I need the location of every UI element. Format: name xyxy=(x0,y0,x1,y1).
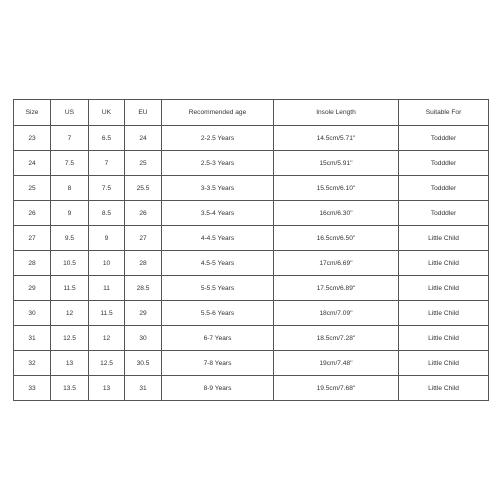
cell-eu: 24 xyxy=(125,126,162,151)
cell-us: 10.5 xyxy=(51,251,89,276)
header-recommended-age: Recommended age xyxy=(162,100,274,126)
cell-uk: 6.5 xyxy=(89,126,125,151)
cell-us: 7 xyxy=(51,126,89,151)
table-body xyxy=(14,126,489,401)
cell-uk: 7 xyxy=(89,151,125,176)
cell-size: 30 xyxy=(14,301,51,326)
cell-uk: 11.5 xyxy=(89,301,125,326)
cell-uk: 8.5 xyxy=(89,201,125,226)
cell-suitable-for: Todddler xyxy=(399,151,489,176)
cell-size: 24 xyxy=(14,151,51,176)
cell-size: 33 xyxy=(14,376,51,401)
cell-size: 29 xyxy=(14,276,51,301)
table-row xyxy=(14,176,489,201)
cell-size: 26 xyxy=(14,201,51,226)
cell-size: 25 xyxy=(14,176,51,201)
table-row xyxy=(14,301,489,326)
cell-recommended-age: 3-3.5 Years xyxy=(162,176,274,201)
table-row xyxy=(14,201,489,226)
table-row xyxy=(14,226,489,251)
cell-suitable-for: Todddler xyxy=(399,176,489,201)
cell-eu: 30.5 xyxy=(125,351,162,376)
cell-uk: 12.5 xyxy=(89,351,125,376)
cell-recommended-age: 2-2.5 Years xyxy=(162,126,274,151)
cell-uk: 12 xyxy=(89,326,125,351)
cell-eu: 26 xyxy=(125,201,162,226)
cell-eu: 25 xyxy=(125,151,162,176)
table-row xyxy=(14,376,489,401)
cell-recommended-age: 4.5-5 Years xyxy=(162,251,274,276)
cell-us: 9.5 xyxy=(51,226,89,251)
cell-us: 13 xyxy=(51,351,89,376)
cell-recommended-age: 7-8 Years xyxy=(162,351,274,376)
cell-insole-length: 16cm/6.30'' xyxy=(274,201,399,226)
header-size: Size xyxy=(14,100,51,126)
cell-eu: 25.5 xyxy=(125,176,162,201)
cell-recommended-age: 5-5.5 Years xyxy=(162,276,274,301)
cell-recommended-age: 3.5-4 Years xyxy=(162,201,274,226)
cell-recommended-age: 4-4.5 Years xyxy=(162,226,274,251)
table-row xyxy=(14,326,489,351)
cell-size: 32 xyxy=(14,351,51,376)
cell-eu: 28 xyxy=(125,251,162,276)
table-row xyxy=(14,251,489,276)
size-chart-table xyxy=(13,99,489,401)
cell-suitable-for: Little Child xyxy=(399,276,489,301)
table-row xyxy=(14,151,489,176)
cell-us: 11.5 xyxy=(51,276,89,301)
header-suitable-for: Suitable For xyxy=(399,100,489,126)
cell-suitable-for: Little Child xyxy=(399,351,489,376)
cell-size: 28 xyxy=(14,251,51,276)
cell-eu: 30 xyxy=(125,326,162,351)
cell-us: 8 xyxy=(51,176,89,201)
cell-recommended-age: 8-9 Years xyxy=(162,376,274,401)
header-row xyxy=(14,100,489,126)
cell-recommended-age: 6-7 Years xyxy=(162,326,274,351)
table-row xyxy=(14,126,489,151)
table-row xyxy=(14,276,489,301)
cell-recommended-age: 5.5-6 Years xyxy=(162,301,274,326)
cell-insole-length: 17cm/6.69'' xyxy=(274,251,399,276)
cell-us: 9 xyxy=(51,201,89,226)
cell-eu: 28.5 xyxy=(125,276,162,301)
header-uk: UK xyxy=(89,100,125,126)
cell-us: 13.5 xyxy=(51,376,89,401)
header-insole-length: Insole Length xyxy=(274,100,399,126)
cell-suitable-for: Little Child xyxy=(399,376,489,401)
cell-suitable-for: Little Child xyxy=(399,326,489,351)
cell-suitable-for: Little Child xyxy=(399,251,489,276)
cell-insole-length: 19.5cm/7.68'' xyxy=(274,376,399,401)
cell-eu: 29 xyxy=(125,301,162,326)
cell-us: 12 xyxy=(51,301,89,326)
cell-suitable-for: Little Child xyxy=(399,301,489,326)
cell-insole-length: 15cm/5.91'' xyxy=(274,151,399,176)
cell-us: 12.5 xyxy=(51,326,89,351)
cell-insole-length: 14.5cm/5.71'' xyxy=(274,126,399,151)
cell-uk: 13 xyxy=(89,376,125,401)
cell-size: 27 xyxy=(14,226,51,251)
header-eu: EU xyxy=(125,100,162,126)
cell-uk: 11 xyxy=(89,276,125,301)
cell-recommended-age: 2.5-3 Years xyxy=(162,151,274,176)
cell-uk: 7.5 xyxy=(89,176,125,201)
cell-size: 31 xyxy=(14,326,51,351)
table-row xyxy=(14,351,489,376)
cell-eu: 27 xyxy=(125,226,162,251)
cell-suitable-for: Little Child xyxy=(399,226,489,251)
cell-uk: 10 xyxy=(89,251,125,276)
cell-insole-length: 15.5cm/6.10'' xyxy=(274,176,399,201)
cell-eu: 31 xyxy=(125,376,162,401)
cell-insole-length: 18cm/7.09'' xyxy=(274,301,399,326)
cell-insole-length: 16.5cm/6.50'' xyxy=(274,226,399,251)
header-us: US xyxy=(51,100,89,126)
cell-suitable-for: Todddler xyxy=(399,126,489,151)
cell-uk: 9 xyxy=(89,226,125,251)
cell-size: 23 xyxy=(14,126,51,151)
cell-insole-length: 19cm/7.48'' xyxy=(274,351,399,376)
cell-insole-length: 17.5cm/6.89'' xyxy=(274,276,399,301)
cell-insole-length: 18.5cm/7.28'' xyxy=(274,326,399,351)
cell-us: 7.5 xyxy=(51,151,89,176)
cell-suitable-for: Todddler xyxy=(399,201,489,226)
